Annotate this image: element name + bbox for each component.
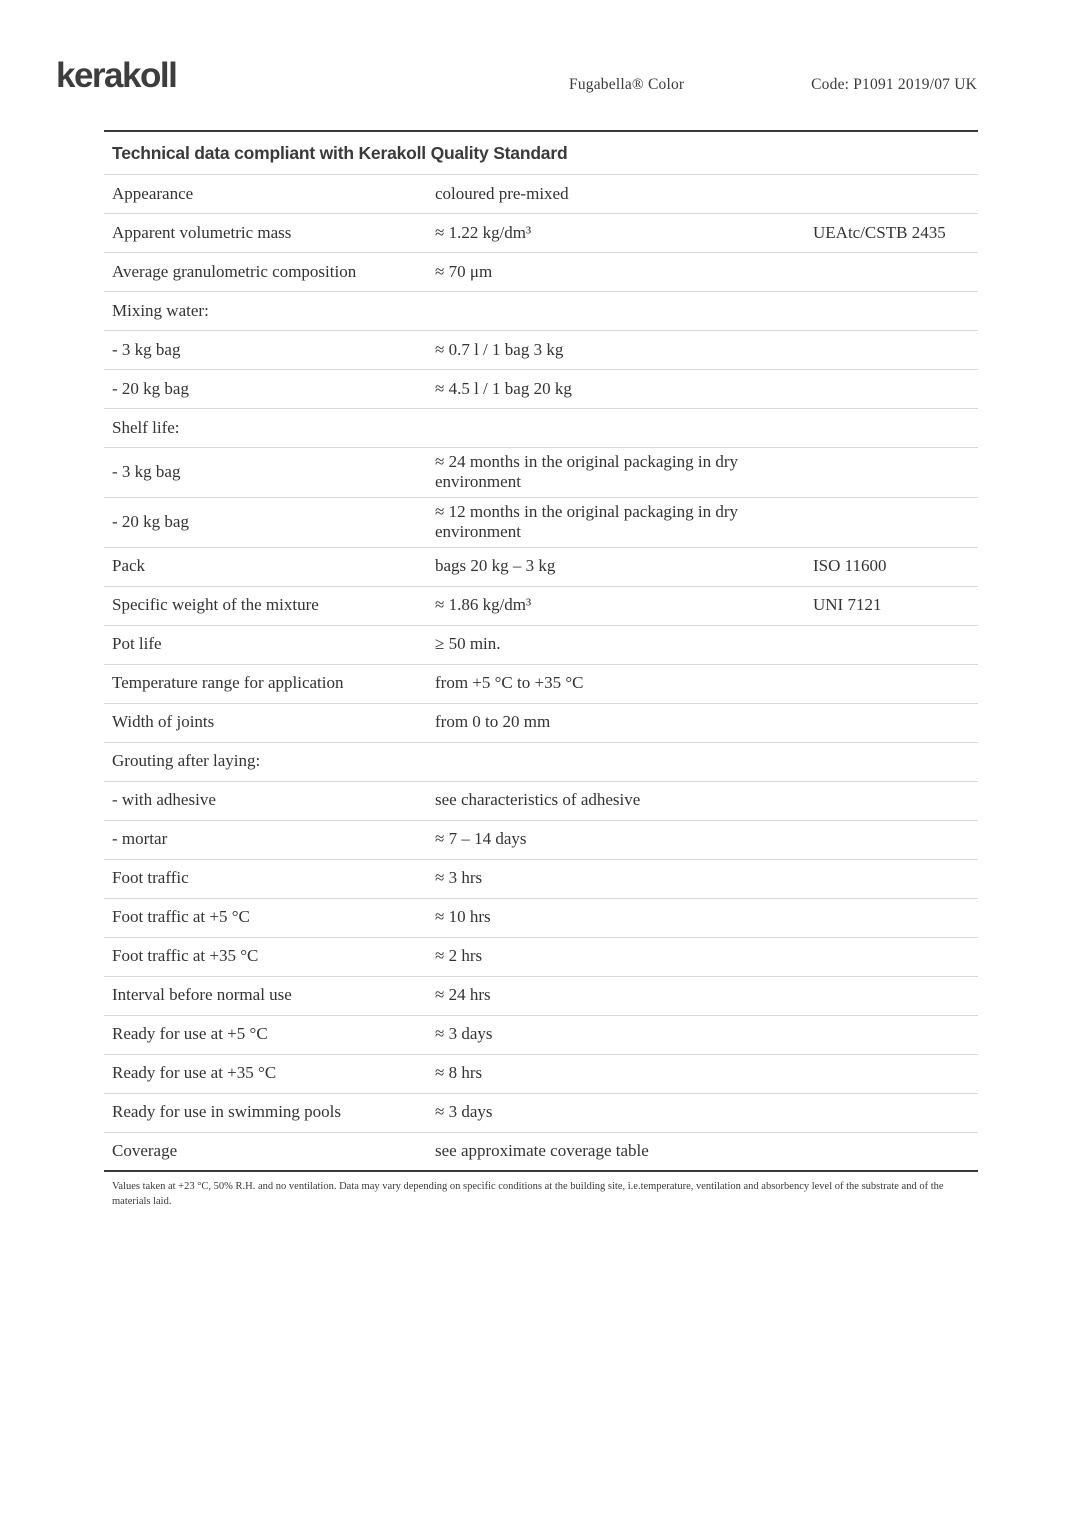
table-row: [104, 448, 978, 498]
row-label: Specific weight of the mixture: [112, 595, 319, 615]
row-value: ≈ 12 months in the original packaging in dry environment: [435, 501, 739, 542]
row-value: ≈ 3 days: [435, 1102, 493, 1122]
row-label: - 20 kg bag: [112, 511, 189, 531]
table-row: [104, 626, 978, 665]
table-row: [104, 821, 978, 860]
row-value: ≈ 4.5 l / 1 bag 20 kg: [435, 378, 572, 398]
table-row: [104, 292, 978, 331]
table-row: [104, 782, 978, 821]
row-value: ≥ 50 min.: [435, 634, 501, 654]
table-row: [104, 498, 978, 548]
table-row: [104, 587, 978, 626]
row-value: ≈ 1.22 kg/dm³: [435, 222, 532, 242]
row-label: Foot traffic at +35 °C: [112, 946, 259, 966]
row-value: see approximate coverage table: [435, 1140, 649, 1160]
row-label: Pack: [112, 556, 146, 576]
table-row: [104, 548, 978, 587]
table-row: [104, 743, 978, 782]
row-label: Ready for use at +5 °C: [112, 1024, 268, 1044]
table-body: [104, 175, 978, 1172]
row-label: - with adhesive: [112, 790, 216, 810]
row-value: ≈ 24 months in the original packaging in dry environment: [435, 452, 739, 492]
table-footnote: Values taken at +23 °C, 50% R.H. and no ventilation. Data may vary depending on specific conditions at the building site, i.e.temperature, ventilation and absorbency level of the substrate and of the materials laid.: [112, 1180, 944, 1208]
table-row: [104, 1094, 978, 1133]
row-label: Coverage: [112, 1140, 178, 1160]
row-label: - mortar: [112, 829, 168, 849]
row-label: Grouting after laying:: [112, 751, 261, 771]
table-row: [104, 977, 978, 1016]
row-label: Width of joints: [112, 712, 215, 732]
row-label: Average granulometric composition: [112, 261, 357, 281]
kerakoll-logo: kerakoll: [56, 56, 177, 95]
row-label: - 3 kg bag: [112, 462, 181, 482]
row-standard: UNI 7121: [813, 595, 882, 615]
row-label: Interval before normal use: [112, 985, 292, 1005]
table-row: [104, 1016, 978, 1055]
table-row: [104, 370, 978, 409]
row-label: - 20 kg bag: [112, 378, 189, 398]
row-standard: UEAtc/CSTB 2435: [813, 222, 946, 242]
row-value: ≈ 3 days: [435, 1024, 493, 1044]
table-row: [104, 704, 978, 743]
row-value: ≈ 8 hrs: [435, 1063, 483, 1083]
table-row: [104, 331, 978, 370]
table-row: [104, 409, 978, 448]
table-title: Technical data compliant with Kerakoll Quality Standard: [104, 130, 978, 175]
row-label: Ready for use in swimming pools: [112, 1102, 342, 1122]
row-value: ≈ 0.7 l / 1 bag 3 kg: [435, 339, 564, 359]
product-title: Fugabella® Color: [569, 76, 685, 93]
row-label: - 3 kg bag: [112, 339, 181, 359]
table-row: [104, 253, 978, 292]
row-label: Temperature range for application: [112, 673, 344, 693]
row-label: Ready for use at +35 °C: [112, 1063, 277, 1083]
table-row: [104, 175, 978, 214]
table-row: [104, 1133, 978, 1172]
row-label: Foot traffic at +5 °C: [112, 907, 250, 927]
row-value: ≈ 3 hrs: [435, 868, 483, 888]
row-value: ≈ 70 μm: [435, 261, 493, 281]
row-standard: ISO 11600: [813, 556, 887, 576]
row-label: Appearance: [112, 183, 194, 203]
row-value: ≈ 2 hrs: [435, 946, 483, 966]
technical-data-table: [104, 130, 978, 1210]
row-value: from 0 to 20 mm: [435, 712, 551, 732]
row-label: Pot life: [112, 634, 162, 654]
row-value: ≈ 7 – 14 days: [435, 829, 527, 849]
row-value: bags 20 kg – 3 kg: [435, 556, 556, 576]
row-value: from +5 °C to +35 °C: [435, 673, 584, 693]
row-label: Shelf life:: [112, 417, 180, 437]
row-value: coloured pre-mixed: [435, 183, 569, 203]
row-label: Foot traffic: [112, 868, 189, 888]
row-value: ≈ 24 hrs: [435, 985, 491, 1005]
row-value: ≈ 1.86 kg/dm³: [435, 595, 532, 615]
table-row: [104, 899, 978, 938]
row-label: Mixing water:: [112, 300, 209, 320]
table-row: [104, 214, 978, 253]
row-value: see characteristics of adhesive: [435, 790, 641, 810]
table-row: [104, 938, 978, 977]
table-row: [104, 1055, 978, 1094]
table-row: [104, 665, 978, 704]
table-row: [104, 860, 978, 899]
row-value: ≈ 10 hrs: [435, 907, 491, 927]
document-code: Code: P1091 2019/07 UK: [811, 76, 977, 93]
row-label: Apparent volumetric mass: [112, 222, 292, 242]
